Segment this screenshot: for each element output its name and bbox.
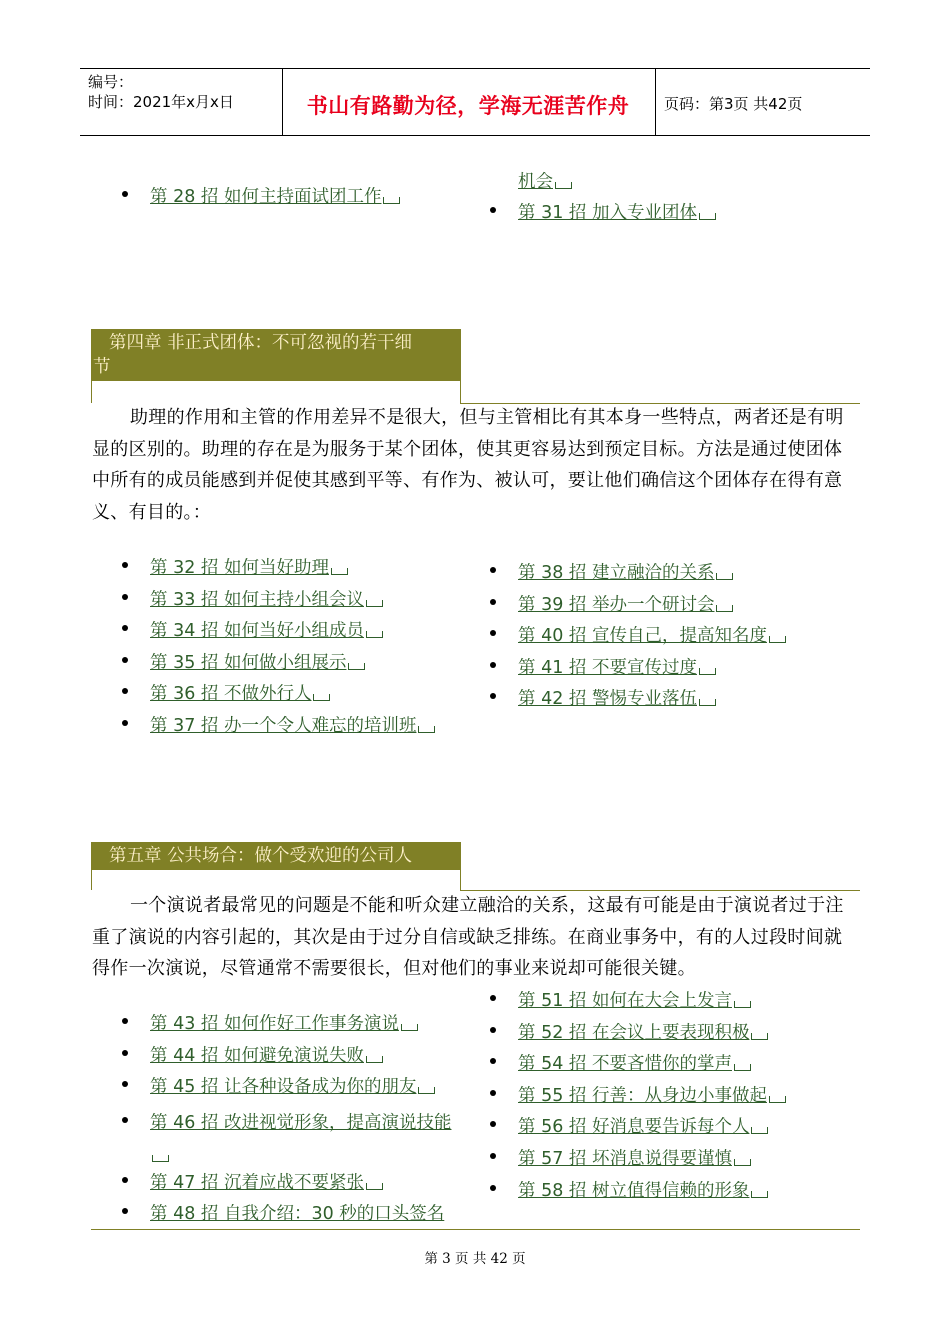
chapter-4-paragraph: 助理的作用和主管的作用差异不是很大，但与主管相比有其本身一些特点，两者还是有明显的区别的。助理的存在是为服务于某个团体，使其更容易达到预定目标。方法是通过使团体中所有的成员能感到并促使其感到平等、有作为、被认可，要让他们确信这个团体存在得有意义、有目的。： xyxy=(92,407,844,523)
bullet xyxy=(122,1018,128,1024)
bullet xyxy=(122,1050,128,1056)
list-item xyxy=(518,561,786,593)
bullet xyxy=(490,630,496,636)
list-item xyxy=(518,1084,786,1116)
list-item xyxy=(518,1021,786,1053)
bullet xyxy=(122,625,128,631)
toc-link[interactable]: 第 45 招 让各种设备成为你的朋友 xyxy=(150,1077,417,1098)
bullet xyxy=(122,720,128,726)
toc-link[interactable]: 第 41 招 不要宣传过度 xyxy=(518,657,697,678)
list-item xyxy=(150,1012,468,1044)
toc-link[interactable]: 第 58 招 树立值得信赖的形象 xyxy=(518,1180,750,1201)
return-icon xyxy=(751,1191,768,1198)
toc-link[interactable]: 第 44 招 如何避免演说失败 xyxy=(150,1045,364,1066)
list-item xyxy=(150,651,435,683)
bullet xyxy=(490,567,496,573)
chapter-5-title: 第五章 公共场合：做个受欢迎的公司人 xyxy=(109,846,413,866)
return-icon xyxy=(751,1127,768,1134)
toc-link[interactable]: 第 31 招 加入专业团体 xyxy=(518,203,697,223)
return-icon xyxy=(366,1183,383,1190)
bullet xyxy=(490,1090,496,1096)
toc-link-continuation[interactable]: 机会 xyxy=(518,172,553,192)
toc-link[interactable]: 第 56 招 好消息要告诉每个人 xyxy=(518,1117,750,1138)
return-icon xyxy=(366,631,383,638)
chapter-4-heading xyxy=(91,329,460,381)
chapter-5-right-list xyxy=(518,989,786,1210)
chapter-5-frame-right xyxy=(460,842,461,890)
bullet xyxy=(490,662,496,668)
toc-link[interactable]: 第 47 招 沉着应战不要紧张 xyxy=(150,1172,364,1193)
toc-link[interactable]: 第 48 招 自我介绍：30 秒的口头签名 xyxy=(150,1204,445,1225)
toc-link[interactable]: 第 39 招 举办一个研讨会 xyxy=(518,594,715,615)
bullet xyxy=(122,191,128,197)
bullet xyxy=(122,1208,128,1214)
return-icon xyxy=(734,1001,751,1008)
bullet xyxy=(490,1185,496,1191)
list-item xyxy=(150,1044,468,1076)
bullet xyxy=(490,1058,496,1064)
toc-link[interactable]: 第 43 招 如何作好工作事务演说 xyxy=(150,1014,399,1034)
list-item xyxy=(150,1075,468,1107)
bullet xyxy=(490,1121,496,1127)
return-icon xyxy=(699,699,716,706)
chapter-5-left-list xyxy=(150,1012,468,1234)
chapter-5-heading xyxy=(91,842,460,870)
return-icon xyxy=(734,1159,751,1166)
list-item xyxy=(518,1179,786,1211)
top-right-list xyxy=(518,201,716,233)
return-icon xyxy=(699,213,716,220)
header-page-info: 页码：第3页 共42页 xyxy=(664,95,803,113)
toc-link[interactable]: 第 35 招 如何做小组展示 xyxy=(150,652,347,673)
bullet xyxy=(122,1117,128,1123)
return-icon xyxy=(348,663,365,670)
toc-link[interactable]: 第 37 招 办一个令人难忘的培训班 xyxy=(150,715,417,736)
return-icon xyxy=(383,197,400,204)
toc-link[interactable]: 第 28 招 如何主持面试团工作 xyxy=(150,187,382,207)
toc-link[interactable]: 第 32 招 如何当好助理 xyxy=(150,558,329,578)
return-icon xyxy=(769,636,786,643)
chapter-4-frame-right xyxy=(460,329,461,403)
list-item xyxy=(150,682,435,714)
return-icon xyxy=(769,1096,786,1103)
toc-link[interactable]: 第 42 招 警惕专业落伍 xyxy=(518,689,697,710)
top-left-list xyxy=(150,185,400,217)
chapter-4-title-line1: 第四章 非正式团体：不可忽视的若干细 xyxy=(109,333,413,353)
header-bottom-rule xyxy=(80,135,870,136)
list-item xyxy=(518,687,786,719)
right-continuation xyxy=(518,170,572,194)
list-item xyxy=(518,989,786,1021)
chapter-4-left-list xyxy=(150,556,435,746)
return-icon xyxy=(313,694,330,701)
return-icon xyxy=(751,1033,768,1040)
toc-link[interactable]: 第 57 招 坏消息说得要谨慎 xyxy=(518,1148,732,1169)
bullet xyxy=(490,599,496,605)
list-item xyxy=(518,1147,786,1179)
footer-rule xyxy=(91,1229,860,1230)
list-item xyxy=(518,656,786,688)
chapter-5-frame-left xyxy=(91,868,92,890)
header-divider-right xyxy=(655,68,656,136)
time-label: 时间：2021年x月x日 xyxy=(88,93,234,111)
toc-link[interactable]: 第 33 招 如何主持小组会议 xyxy=(150,589,364,610)
list-item xyxy=(518,1052,786,1084)
return-icon xyxy=(366,600,383,607)
bullet xyxy=(490,1153,496,1159)
list-item xyxy=(150,556,435,588)
header-top-rule xyxy=(80,68,870,69)
bullet xyxy=(122,594,128,600)
toc-link[interactable]: 第 36 招 不做外行人 xyxy=(150,684,312,705)
return-icon xyxy=(331,568,348,575)
bullet xyxy=(122,1081,128,1087)
toc-link[interactable]: 第 34 招 如何当好小组成员 xyxy=(150,621,364,642)
toc-link[interactable]: 第 54 招 不要吝惜你的掌声 xyxy=(518,1054,732,1075)
bullet xyxy=(490,1027,496,1033)
chapter-4-frame-left xyxy=(91,377,92,403)
toc-link[interactable]: 第 52 招 在会议上要表现积极 xyxy=(518,1022,750,1043)
chapter-5-paragraph: 一个演说者最常见的问题是不能和听众建立融洽的关系，这最有可能是由于演说者过于注重了演说的内容引起的，其次是由于过分自信或缺乏排练。在商业事务中，有的人过段时间就得作一次演说，尽管通常不需要很长，但对他们的事业来说却可能很关键。 xyxy=(92,895,844,979)
bullet xyxy=(490,693,496,699)
bullet xyxy=(122,657,128,663)
list-item xyxy=(150,714,435,746)
return-icon xyxy=(418,1087,435,1094)
return-icon xyxy=(418,726,435,733)
return-icon xyxy=(152,1155,169,1162)
list-item xyxy=(518,1115,786,1147)
list-item xyxy=(518,201,716,233)
return-icon xyxy=(716,573,733,580)
bullet xyxy=(490,995,496,1001)
toc-link[interactable]: 第 40 招 宣传自己，提高知名度 xyxy=(518,626,767,647)
header-motto: 书山有路勤为径，学海无涯苦作舟 xyxy=(306,94,630,118)
return-icon xyxy=(716,605,733,612)
list-item xyxy=(150,1107,468,1171)
toc-link[interactable]: 第 46 招 改进视觉形象，提高演说技能 xyxy=(150,1112,452,1133)
bullet xyxy=(122,1177,128,1183)
return-icon xyxy=(401,1024,418,1031)
chapter-4-title-line2: 节 xyxy=(93,357,111,377)
list-item xyxy=(150,588,435,620)
list-item xyxy=(518,624,786,656)
return-icon xyxy=(555,182,572,189)
toc-link[interactable]: 第 55 招 行善：从身边小事做起 xyxy=(518,1085,767,1106)
bullet xyxy=(490,207,496,213)
list-item xyxy=(150,1171,468,1203)
return-icon xyxy=(734,1064,751,1071)
page-footer: 第 3 页 共 42 页 xyxy=(424,1251,526,1267)
return-icon xyxy=(699,668,716,675)
list-item xyxy=(518,593,786,625)
bullet xyxy=(122,562,128,568)
list-item xyxy=(150,619,435,651)
toc-link[interactable]: 第 51 招 如何在大会上发言 xyxy=(518,991,732,1011)
list-item xyxy=(150,185,400,217)
chapter-4-right-list xyxy=(518,561,786,719)
bullet xyxy=(122,688,128,694)
number-label: 编号： xyxy=(88,73,134,91)
return-icon xyxy=(366,1056,383,1063)
header-meta xyxy=(88,72,234,112)
toc-link[interactable]: 第 38 招 建立融洽的关系 xyxy=(518,563,715,583)
